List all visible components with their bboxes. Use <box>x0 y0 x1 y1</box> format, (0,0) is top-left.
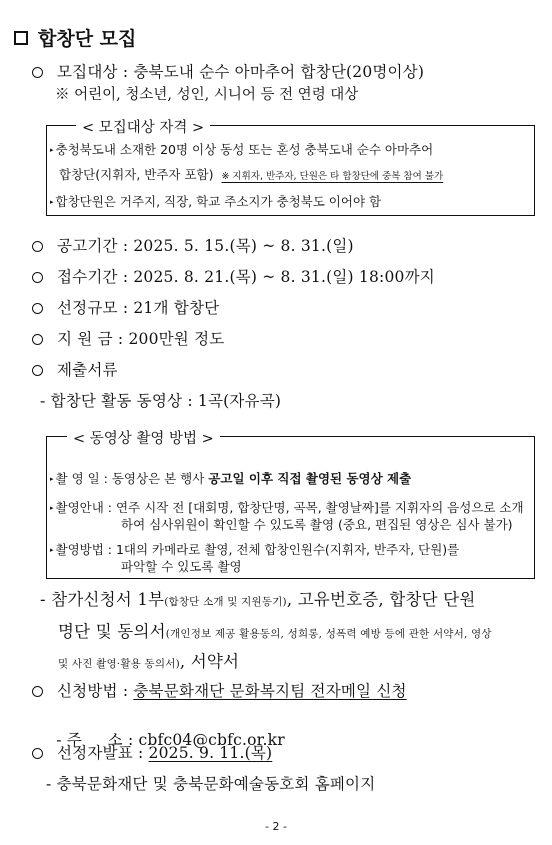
method-text: 충북문화재단 문화복지팀 전자메일 신청 <box>133 682 407 700</box>
qualification-box-title: < 모집대상 자격 > <box>76 116 210 137</box>
qual-item-1-cont: 합창단(지휘자, 반주자 포함) ※ 지휘자, 반주자, 단원은 타 합창단에 중복 참여 불가 <box>59 167 444 182</box>
circle-bullet-icon <box>32 686 43 697</box>
reception-text: 2025. 8. 21.(목) ~ 8. 31.(일) 18:00까지 <box>133 268 435 286</box>
qual-note: ※ 지휘자, 반주자, 단원은 타 합창단에 중복 참여 불가 <box>221 171 444 182</box>
video-method-box-title: < 동영상 촬영 방법 > <box>67 427 220 448</box>
target-text: 충북도내 순수 아마추어 합창단(20명이상) <box>133 63 425 81</box>
docs-line: 제출서류 <box>32 358 118 380</box>
reception-line: 접수기간 : 2025. 8. 21.(목) ~ 8. 31.(일) 18:00까지 <box>32 265 435 287</box>
application-line-3: 및 사진 촬영·활용 동의서), 서약서 <box>58 652 240 671</box>
video-date-line: ▸ 촬 영 일 : 동영상은 본 행사 공고일 이후 직접 촬영된 동영상 제출 <box>50 471 412 486</box>
video-method-line: ▸ 촬영방법 : 1대의 카메라로 촬영, 전체 합창인원수(지휘자, 반주자, 단원)를 <box>50 542 460 557</box>
support-text: 200만원 정도 <box>128 330 225 348</box>
support-line: 지 원 금 : 200만원 정도 <box>32 327 224 349</box>
qualification-box <box>46 125 535 216</box>
circle-bullet-icon <box>32 67 43 78</box>
application-line-1: - 참가신청서 1부(합창단 소개 및 지원동기), 고유번호증, 합창단 단원 <box>40 590 476 609</box>
scale-line: 선정규모 : 21개 합창단 <box>32 296 219 318</box>
announce-line: 선정자발표 : 2025. 9. 11.(목) <box>32 741 272 763</box>
page-number: - 2 - <box>265 820 287 833</box>
section-heading <box>14 24 136 51</box>
docs-video-line: - 합창단 활동 동영상 : 1곡(자유곡) <box>40 392 282 410</box>
announce-date: 2025. 9. 11.(목) <box>148 744 273 762</box>
circle-bullet-icon <box>32 272 43 283</box>
qual-item-2: ▸ 합창단원은 거주지, 직장, 학교 주소지가 충청북도 이어야 함 <box>50 194 382 209</box>
period-line: 공고기간 : 2025. 5. 15.(목) ~ 8. 31.(일) <box>32 234 354 256</box>
application-line-2: 명단 및 동의서(개인정보 제공 활용동의, 성희롱, 성폭력 예방 등에 관한 서약서, 영상 <box>58 622 492 641</box>
address-line: - 주 소 : cbfc04@cbfc.or.kr <box>56 731 285 749</box>
circle-bullet-icon <box>32 334 43 345</box>
target-label: 모집대상 : <box>57 63 134 81</box>
video-method-box <box>46 436 535 579</box>
circle-bullet-icon <box>32 303 43 314</box>
circle-bullet-icon <box>32 241 43 252</box>
announce-where: - 충북문화재단 및 충북문화예술동호회 홈페이지 <box>46 775 376 793</box>
section-heading-text: 합창단 모집 <box>38 28 137 50</box>
target-line <box>32 60 424 82</box>
period-text: 2025. 5. 15.(목) ~ 8. 31.(일) <box>133 237 354 255</box>
method-line: 신청방법 : 충북문화재단 문화복지팀 전자메일 신청 <box>32 679 407 701</box>
video-guide-line-cont: 하여 심사위원이 확인할 수 있도록 촬영 (중요, 편집된 영상은 심사 불가) <box>121 517 513 532</box>
video-method-line-cont: 파악할 수 있도록 촬영 <box>121 559 242 574</box>
circle-bullet-icon <box>32 365 43 376</box>
circle-bullet-icon <box>32 748 43 759</box>
qual-item-1: ▸ 충청북도내 소재한 20명 이상 동성 또는 혼성 충북도내 순수 아마추어 <box>50 142 434 157</box>
video-guide-line: ▸ 촬영안내 : 연주 시작 전 [대회명, 합창단명, 곡목, 촬영날짜]를 지휘자의 음성으로 소개 <box>50 500 524 515</box>
scale-text: 21개 합창단 <box>133 299 220 317</box>
email-address: cbfc04@cbfc.or.kr <box>138 731 285 749</box>
target-note: ※ 어린이, 청소년, 성인, 시니어 등 전 연령 대상 <box>55 87 359 103</box>
checkbox-square-icon <box>14 31 28 45</box>
